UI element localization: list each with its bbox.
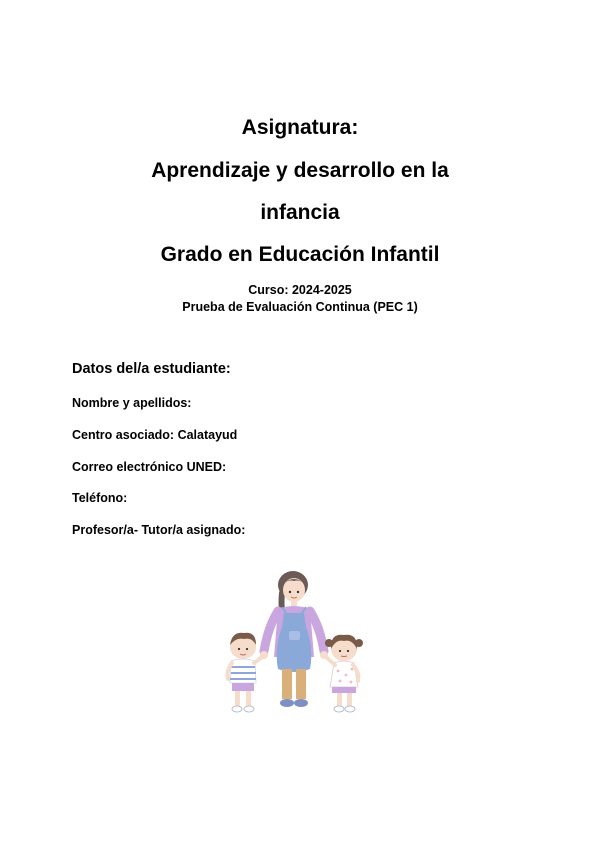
field-center: Centro asociado: Calatayud <box>72 428 238 442</box>
girl-figure <box>324 635 363 712</box>
field-name: Nombre y apellidos: <box>72 396 192 410</box>
subject-label: Asignatura: <box>241 116 359 139</box>
subject-title-line2: infancia <box>260 201 340 224</box>
subject-title-line1: Aprendizaje y desarrollo en la <box>151 159 449 182</box>
degree-title: Grado en Educación Infantil <box>160 243 440 266</box>
assessment-title: Prueba de Evaluación Continua (PEC 1) <box>182 300 418 314</box>
field-phone: Teléfono: <box>72 491 128 505</box>
teacher-figure <box>260 571 328 707</box>
field-email: Correo electrónico UNED: <box>72 460 227 474</box>
boy-figure <box>228 633 265 712</box>
teacher-with-children-illustration <box>210 565 380 720</box>
field-tutor: Profesor/a- Tutor/a asignado: <box>72 523 246 537</box>
course-year: Curso: 2024-2025 <box>248 283 352 297</box>
student-data-heading: Datos del/a estudiante: <box>72 361 231 377</box>
